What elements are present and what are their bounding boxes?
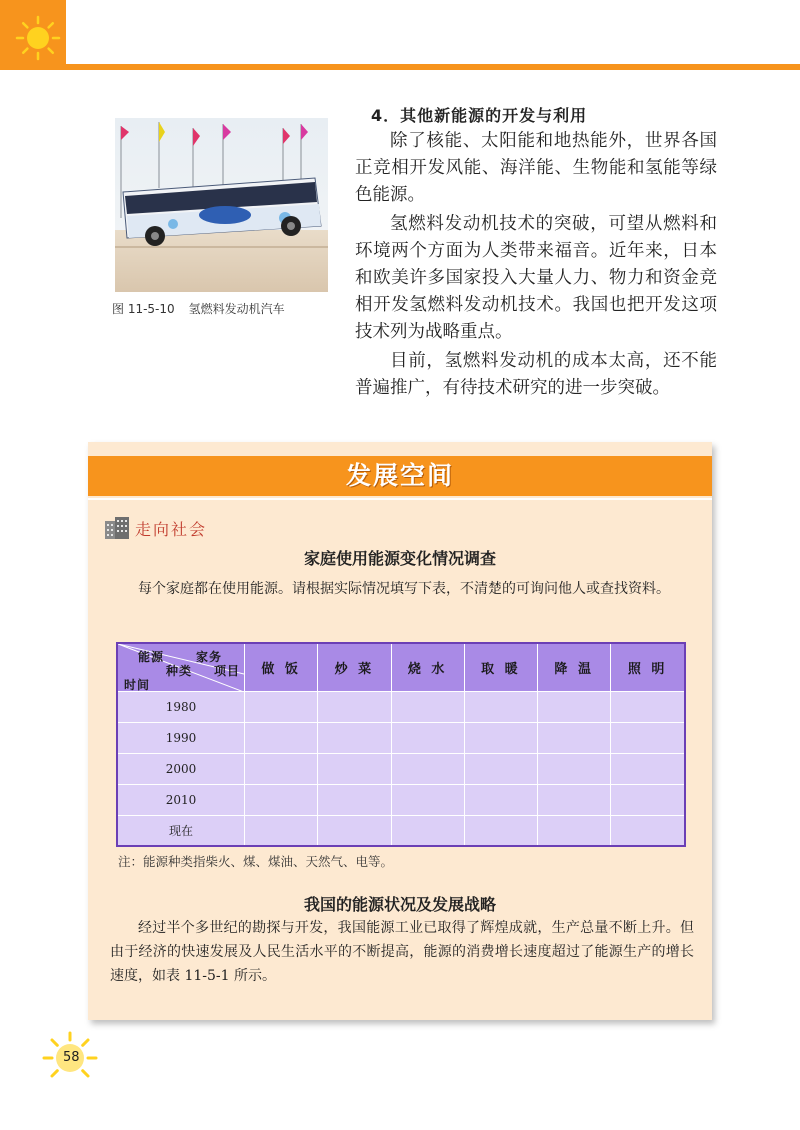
row-label: 1980 — [117, 691, 245, 722]
table-row — [117, 691, 685, 722]
table-cell[interactable] — [391, 784, 464, 815]
corner-time: 时间 — [124, 678, 151, 692]
table-cell[interactable] — [318, 815, 391, 846]
section-heading: 4．其他新能源的开发与利用 — [371, 106, 588, 125]
table-cell[interactable] — [464, 784, 537, 815]
table-cell[interactable] — [538, 753, 611, 784]
survey-table — [116, 642, 686, 847]
column-header: 取 暖 — [464, 643, 537, 691]
table-cell[interactable] — [245, 753, 318, 784]
strategy-paragraph: 经过半个多世纪的勘探与开发，我国能源工业已取得了辉煌成就，生产总量不断上升。但由于经济的快速发展及人民生活水平的不断提高，能源的消费增长速度超过了能源生产的增长速度，如表 11-5-1 所示。 — [110, 920, 694, 984]
header-bar — [66, 64, 800, 70]
row-label: 2000 — [117, 753, 245, 784]
development-banner-title: 发展空间 — [345, 461, 454, 490]
table-cell[interactable] — [391, 722, 464, 753]
table-cell[interactable] — [245, 722, 318, 753]
header-sun-tab — [0, 0, 66, 70]
social-label-text: 走向社会 — [135, 519, 208, 539]
table-row — [117, 753, 685, 784]
table-cell[interactable] — [318, 784, 391, 815]
table-header-row — [117, 643, 685, 691]
table-cell[interactable] — [391, 753, 464, 784]
table-cell[interactable] — [611, 722, 685, 753]
corner-kind: 种类 — [166, 664, 193, 678]
figure-caption — [112, 300, 285, 317]
social-label — [104, 516, 207, 540]
development-panel — [88, 442, 712, 1020]
paragraph: 氢燃料发动机技术的突破，可望从燃料和环境两个方面为人类带来福音。近年来，日本和欧美许多国家投入大量人力、物力和资金竞相开发氢燃料发动机技术。我国也把开发这项技术列为战略重点。 — [355, 214, 717, 342]
body-text — [355, 128, 717, 402]
figure-caption-text: 氢燃料发动机汽车 — [188, 302, 285, 316]
column-header: 降 温 — [538, 643, 611, 691]
column-header: 做 饭 — [245, 643, 318, 691]
table-cell[interactable] — [391, 691, 464, 722]
row-label: 1990 — [117, 722, 245, 753]
survey-intro-text: 每个家庭都在使用能源。请根据实际情况填写下表，不清楚的可询问他人或查找资料。 — [138, 581, 670, 597]
column-header: 照 明 — [611, 643, 685, 691]
banner-divider — [88, 498, 712, 500]
table-cell[interactable] — [464, 691, 537, 722]
table-cell[interactable] — [318, 753, 391, 784]
table-cell[interactable] — [245, 784, 318, 815]
table-cell[interactable] — [611, 784, 685, 815]
table-cell[interactable] — [464, 722, 537, 753]
table-cell[interactable] — [464, 753, 537, 784]
building-icon — [104, 517, 130, 539]
table-cell[interactable] — [245, 815, 318, 846]
table-cell[interactable] — [318, 691, 391, 722]
table-row — [117, 784, 685, 815]
row-label: 2010 — [117, 784, 245, 815]
survey-intro — [110, 576, 692, 602]
corner-header — [117, 643, 245, 691]
corner-energy: 能源 — [138, 650, 165, 664]
table-cell[interactable] — [538, 784, 611, 815]
table-cell[interactable] — [245, 691, 318, 722]
table-row — [117, 815, 685, 846]
table-cell[interactable] — [538, 815, 611, 846]
survey-title: 家庭使用能源变化情况调查 — [303, 549, 496, 568]
row-label: 现在 — [117, 815, 245, 846]
table-cell[interactable] — [391, 815, 464, 846]
development-banner — [88, 456, 712, 496]
corner-chores: 家务 — [196, 650, 223, 664]
column-header: 烧 水 — [391, 643, 464, 691]
figure-number: 图 11-5-10 — [112, 302, 175, 316]
column-header: 炒 菜 — [318, 643, 391, 691]
table-cell[interactable] — [611, 691, 685, 722]
table-row — [117, 722, 685, 753]
strategy-text — [110, 916, 694, 988]
table-note: 注：能源种类指柴火、煤、煤油、天然气、电等。 — [118, 854, 394, 869]
corner-item: 项目 — [214, 664, 241, 678]
table-cell[interactable] — [464, 815, 537, 846]
sun-icon — [0, 0, 66, 70]
table-cell[interactable] — [318, 722, 391, 753]
table-cell[interactable] — [538, 691, 611, 722]
bus-photo — [115, 118, 328, 292]
strategy-title: 我国的能源状况及发展战略 — [303, 895, 496, 914]
table-cell[interactable] — [611, 815, 685, 846]
paragraph: 目前，氢燃料发动机的成本太高，还不能普遍推广，有待技术研究的进一步突破。 — [355, 351, 717, 398]
table-cell[interactable] — [611, 753, 685, 784]
page-number: 58 — [63, 1050, 80, 1065]
table-cell[interactable] — [538, 722, 611, 753]
paragraph: 除了核能、太阳能和地热能外，世界各国正竞相开发风能、海洋能、生物能和氢能等绿色能源。 — [355, 131, 717, 205]
